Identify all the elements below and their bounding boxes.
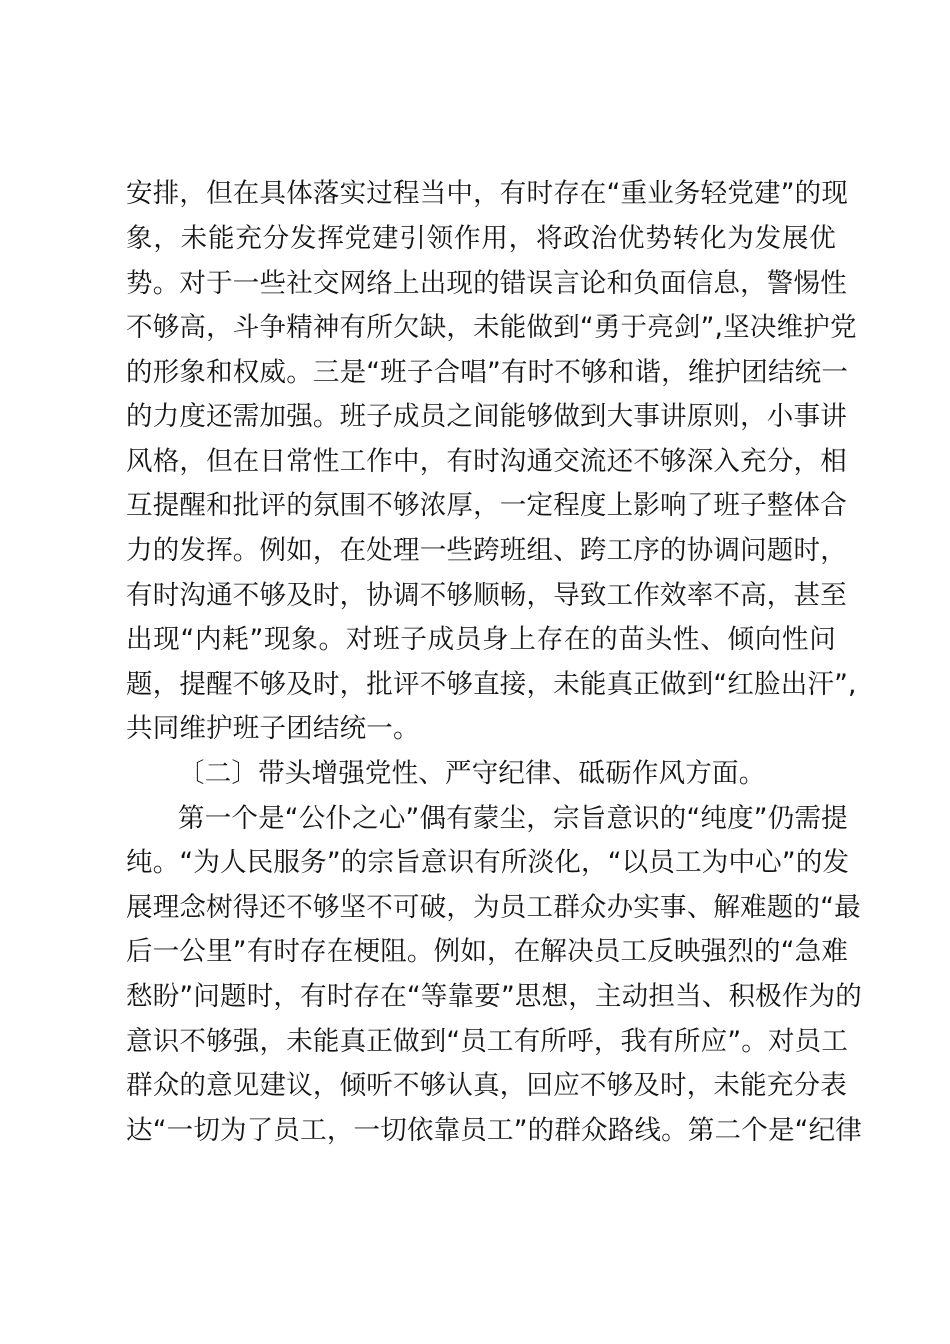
- body-text-line: 安排，但在具体落实过程当中，有时存在“重业务轻党建”的现: [126, 178, 849, 209]
- body-text-line: 愁盼”问题时，有时存在“等靠要”思想，主动担当、积极作为的: [126, 981, 862, 1012]
- body-text-line: 风格，但在日常性工作中，有时沟通交流还不够深入充分，相: [126, 446, 847, 477]
- body-text-line: 出现“内耗”现象。对班子成员身上存在的苗头性、倾向性问: [126, 624, 836, 655]
- body-text-line: 群众的意见建议，倾听不够认真，回应不够及时，未能充分表: [126, 1070, 847, 1101]
- body-text-line: 展理念树得还不够坚不可破，为员工群众办实事、解难题的“最: [126, 892, 861, 923]
- body-text-line: 共同维护班子团结统一。: [126, 713, 420, 744]
- body-text-line: 的力度还需加强。班子成员之间能够做到大事讲原则，小事讲: [126, 401, 847, 432]
- body-text-line: 互提醒和批评的氛围不够浓厚，一定程度上影响了班子整体合: [126, 490, 847, 521]
- body-text-line: 纯。“为人民服务”的宗旨意识有所淡化，“以员工为中心”的发: [126, 847, 850, 878]
- body-text-line: 有时沟通不够及时，协调不够顺畅，导致工作效率不高，甚至: [126, 580, 847, 611]
- body-text-line: 意识不够强，未能真正做到“员工有所呼，我有所应”。对员工: [126, 1026, 849, 1057]
- body-text-line: 题，提醒不够及时，批评不够直接，未能真正做到“红脸出汗”,: [126, 669, 857, 700]
- section-heading: 〔二〕带头增强党性、严守纪律、砥砺作风方面。: [178, 758, 766, 789]
- body-text-line: 势。对于一些社交网络上出现的错误言论和负面信息，警惕性: [126, 268, 847, 299]
- body-text-line: 象，未能充分发挥党建引领作用，将政治优势转化为发展优: [126, 223, 836, 254]
- body-text-line: 第一个是“公仆之心”偶有蒙尘，宗旨意识的“纯度”仍需提: [178, 803, 848, 834]
- body-text-line: 后一公里”有时存在梗阻。例如，在解决员工反映强烈的“急难: [126, 936, 849, 967]
- body-text-line: 不够高，斗争精神有所欠缺，未能做到“勇于亮剑”,坚决维护党: [126, 312, 857, 343]
- body-text-line: 达“一切为了员工，一切依靠员工”的群众路线。第二个是“纪律: [126, 1115, 862, 1146]
- body-text-line: 力的发挥。例如，在处理一些跨班组、跨工序的协调问题时，: [126, 535, 847, 566]
- body-text-line: 的形象和权威。三是“班子合唱”有时不够和谐，维护团结统一: [126, 357, 849, 388]
